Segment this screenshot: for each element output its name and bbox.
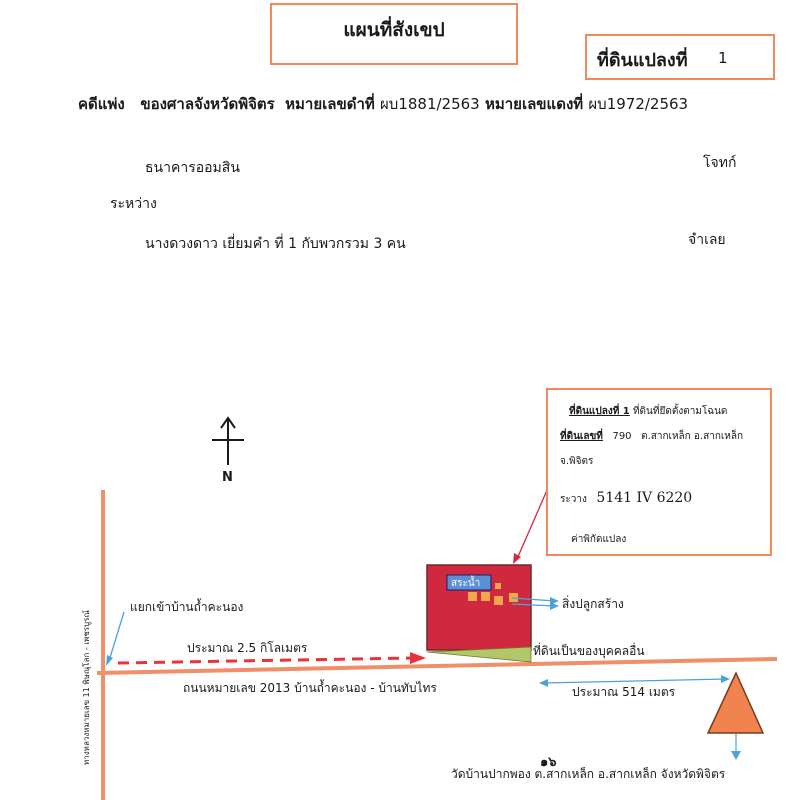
distance-2-label: ประมาณ 514 เมตร — [572, 685, 676, 699]
temple-mark: ๑๖ — [540, 755, 557, 770]
temple-marker — [708, 673, 763, 733]
red-number: ผบ1972/2563 — [588, 95, 689, 113]
pond-label: สระน้ำ — [451, 578, 481, 589]
coordinate-note: ค่าพิกัดแปลง — [571, 534, 627, 545]
black-number: ผบ1881/2563 — [380, 95, 480, 113]
road-name-label: ถนนหมายเลข 2013 บ้านถ้ำคะนอง - บ้านทับไทร — [183, 681, 437, 695]
other-land-label: ที่ดินเป็นของบุคคลอื่น — [533, 644, 645, 658]
info-province: จ.พิจิตร — [560, 456, 594, 467]
plaintiff-name: ธนาคารออมสิน — [145, 160, 240, 176]
case-label: คดีแพ่ง — [78, 95, 125, 113]
junction-label: แยกเข้าบ้านถ้ำคะนอง — [130, 600, 244, 614]
coordinate-line — [560, 490, 692, 507]
plaintiff-role: โจทก์ — [703, 155, 737, 171]
info-line-1 — [569, 404, 727, 419]
defendant-name: นางดวงดาว เยี่ยมคำ ที่ 1 กับพวกรวม 3 คน — [145, 236, 406, 252]
distance-1-label: ประมาณ 2.5 กิโลเมตร — [187, 641, 308, 655]
info-title: ที่ดินแปลงที่ 1 — [569, 406, 630, 417]
map-title: แผนที่สังเขป — [343, 19, 445, 41]
info-line-2-rest: ต.สากเหล็ก อ.สากเหล็ก — [641, 431, 744, 442]
coordinate-label: ระวาง — [560, 494, 587, 505]
court-name: ของศาลจังหวัดพิจิตร — [140, 95, 275, 113]
vertical-road-label: ทางหลวงหมายเลข 11 พิษณุโลก - เพชรบูรณ์ — [82, 610, 91, 765]
north-label: N — [222, 470, 233, 485]
red-number-label: หมายเลขแดงที่ — [484, 95, 584, 113]
deed-number: 790 — [612, 431, 632, 442]
plot-label: ที่ดินแปลงที่ — [597, 50, 688, 71]
black-number-label: หมายเลขดำที่ — [285, 95, 375, 113]
plot-number: 1 — [718, 49, 728, 67]
deed-number-label: ที่ดินเลขที่ — [560, 431, 603, 442]
junction-pointer — [109, 612, 124, 661]
between-label: ระหว่าง — [110, 196, 157, 212]
info-line-1-rest: ที่ดินที่ยึดตั้งตามโฉนด — [632, 406, 728, 417]
route-dashed-line — [118, 658, 412, 663]
temple-label: วัดบ้านปากพอง ต.สากเหล็ก อ.สากเหล็ก จังหวัดพิจิตร — [451, 767, 726, 781]
north-arrow — [212, 418, 244, 465]
defendant-role: จำเลย — [688, 232, 726, 248]
coordinate-value: 5141 IV 6220 — [596, 490, 693, 506]
info-line-2 — [560, 429, 743, 444]
structures-label: สิ่งปลูกสร้าง — [562, 597, 624, 611]
route-arrowhead — [410, 652, 426, 664]
